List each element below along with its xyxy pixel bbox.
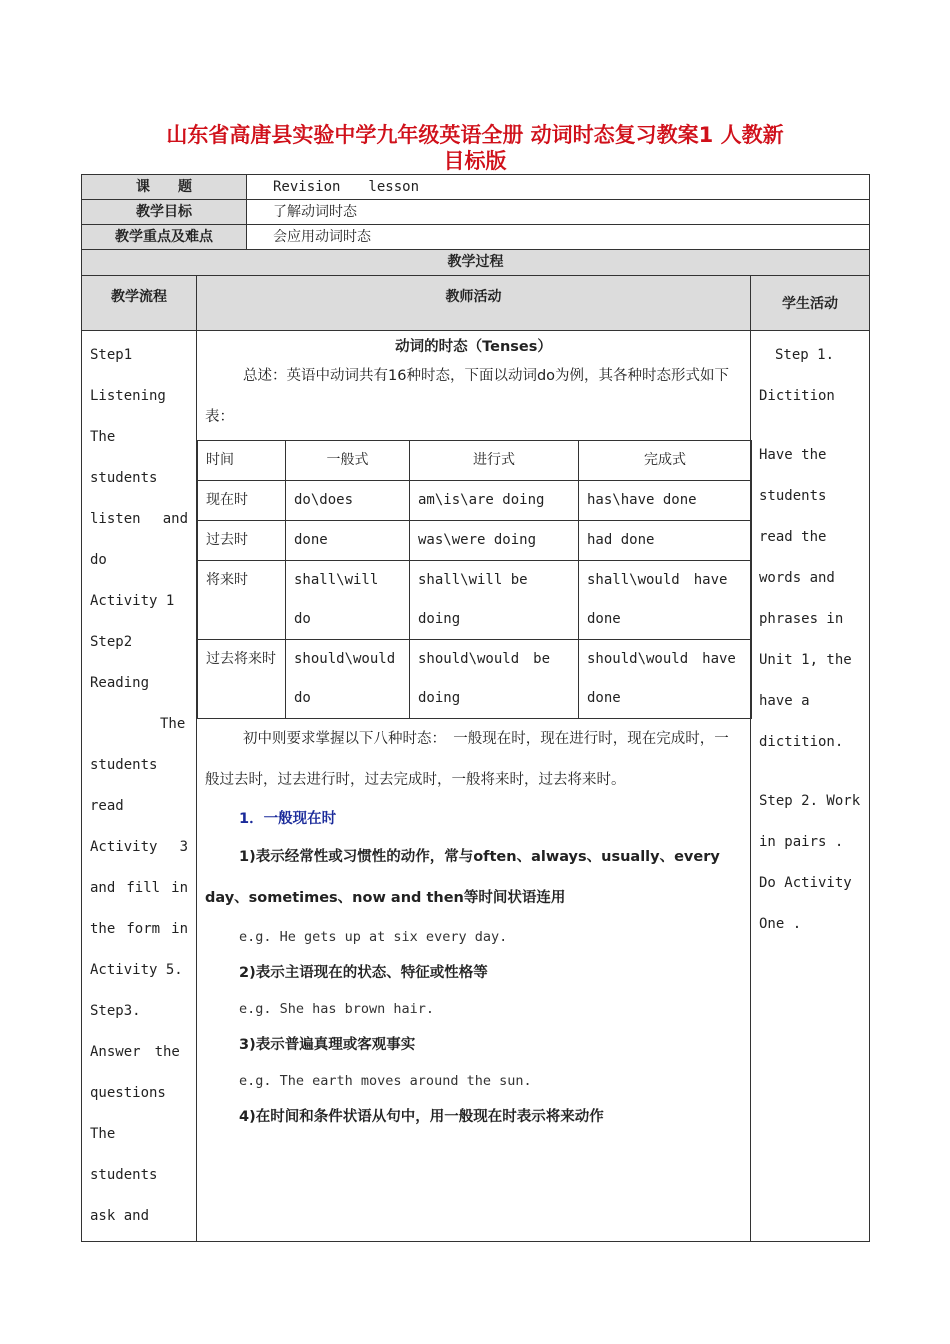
column-header-row bbox=[82, 276, 870, 331]
teacher-header: 教师活动 bbox=[197, 276, 751, 331]
step-item: Step3. bbox=[90, 1003, 141, 1019]
tense-header-row bbox=[198, 441, 752, 481]
tense-row bbox=[198, 481, 752, 521]
tense-cell: 过去将来时 bbox=[198, 640, 286, 719]
tense-cell: had done bbox=[579, 521, 752, 561]
tense-row bbox=[198, 561, 752, 640]
step-item: Reading bbox=[90, 675, 150, 691]
heading-simple-present: 1．一般现在时 bbox=[239, 811, 337, 827]
step-item: Step1 bbox=[90, 347, 133, 363]
key-row bbox=[82, 225, 870, 250]
junior-requirement: 初中则要求掌握以下八种时态： 一般现在时，现在进行时，现在完成时，一般过去时，过去进行时，过去完成时，一般将来时，过去将来时。 bbox=[205, 731, 729, 788]
tense-cell: should\would do bbox=[286, 640, 410, 719]
key-label: 教学重点及难点 bbox=[82, 225, 247, 250]
step-item: The students listen and do Activity 1 bbox=[90, 429, 188, 609]
example-3: e.g. The earth moves around the sun. bbox=[239, 1073, 532, 1089]
tense-row bbox=[198, 521, 752, 561]
tense-header: 时间 bbox=[198, 441, 286, 481]
tense-cell: has\have done bbox=[579, 481, 752, 521]
usage-point-4: 4)在时间和条件状语从句中，用一般现在时表示将来动作 bbox=[239, 1109, 604, 1125]
usage-point-3: 3)表示普遍真理或客观事实 bbox=[239, 1037, 416, 1053]
section-title: 动词的时态（Tenses） bbox=[395, 339, 552, 355]
tense-header: 完成式 bbox=[579, 441, 752, 481]
tense-cell: should\would be doing bbox=[410, 640, 579, 719]
topic-value: Revision lesson bbox=[247, 175, 870, 200]
tense-cell: shall\will do bbox=[286, 561, 410, 640]
step-item: Answer the questions bbox=[90, 1044, 180, 1101]
flow-cell bbox=[82, 331, 197, 1242]
intro-text: 总述：英语中动词共有16种时态，下面以动词do为例，其各种时态形式如下表： bbox=[205, 368, 730, 425]
process-label: 教学过程 bbox=[82, 250, 870, 276]
example-2: e.g. She has brown hair. bbox=[239, 1001, 435, 1017]
tense-header: 一般式 bbox=[286, 441, 410, 481]
tense-cell: 现在时 bbox=[198, 481, 286, 521]
tense-cell: shall\would have done bbox=[579, 561, 752, 640]
step-item: Step2 bbox=[90, 634, 133, 650]
goal-value: 了解动词时态 bbox=[247, 200, 870, 225]
tense-header: 进行式 bbox=[410, 441, 579, 481]
process-row bbox=[82, 250, 870, 276]
key-value: 会应用动词时态 bbox=[247, 225, 870, 250]
student-cell bbox=[751, 331, 870, 1242]
tense-cell: shall\will be doing bbox=[410, 561, 579, 640]
tense-cell: do\does bbox=[286, 481, 410, 521]
tense-cell: should\would have done bbox=[579, 640, 752, 719]
title-line-1: 山东省高唐县实验中学九年级英语全册 动词时态复习教案1 人教新 bbox=[166, 123, 784, 147]
student-header: 学生活动 bbox=[751, 276, 870, 331]
topic-row bbox=[82, 175, 870, 200]
content-row bbox=[82, 331, 870, 1242]
example-1: e.g. He gets up at six every day. bbox=[239, 929, 508, 945]
title-line-2: 目标版 bbox=[443, 149, 507, 173]
student-item: Step 2. Work in pairs . bbox=[759, 793, 861, 850]
usage-point-1: 1)表示经常性或习惯性的动作，常与often、always、usually、every day、sometimes、now and then等时间状语连用 bbox=[205, 849, 720, 906]
goal-row bbox=[82, 200, 870, 225]
flow-header: 教学流程 bbox=[82, 276, 197, 331]
tense-cell: was\were doing bbox=[410, 521, 579, 561]
student-item: Have the students read the words and phrases in Unit 1, the have a dictition. bbox=[759, 447, 852, 750]
lesson-plan-table bbox=[81, 174, 870, 1242]
student-item: Dictition bbox=[759, 388, 835, 404]
topic-label: 课 题 bbox=[82, 175, 247, 200]
tense-cell: am\is\are doing bbox=[410, 481, 579, 521]
document-title bbox=[80, 122, 870, 174]
tense-table bbox=[197, 440, 752, 719]
student-item: Step 1. bbox=[775, 347, 835, 363]
tense-cell: done bbox=[286, 521, 410, 561]
tense-cell: 过去时 bbox=[198, 521, 286, 561]
tense-row bbox=[198, 640, 752, 719]
usage-point-2: 2)表示主语现在的状态、特征或性格等 bbox=[239, 965, 488, 981]
step-item: Listening bbox=[90, 388, 166, 404]
goal-label: 教学目标 bbox=[82, 200, 247, 225]
student-item: Do Activity One . bbox=[759, 875, 852, 932]
teacher-cell bbox=[197, 331, 751, 1242]
step-item: The students read Activity 3 and fill in the form in Activity 5. bbox=[90, 716, 188, 978]
step-item: The students ask and bbox=[90, 1126, 158, 1224]
tense-cell: 将来时 bbox=[198, 561, 286, 640]
